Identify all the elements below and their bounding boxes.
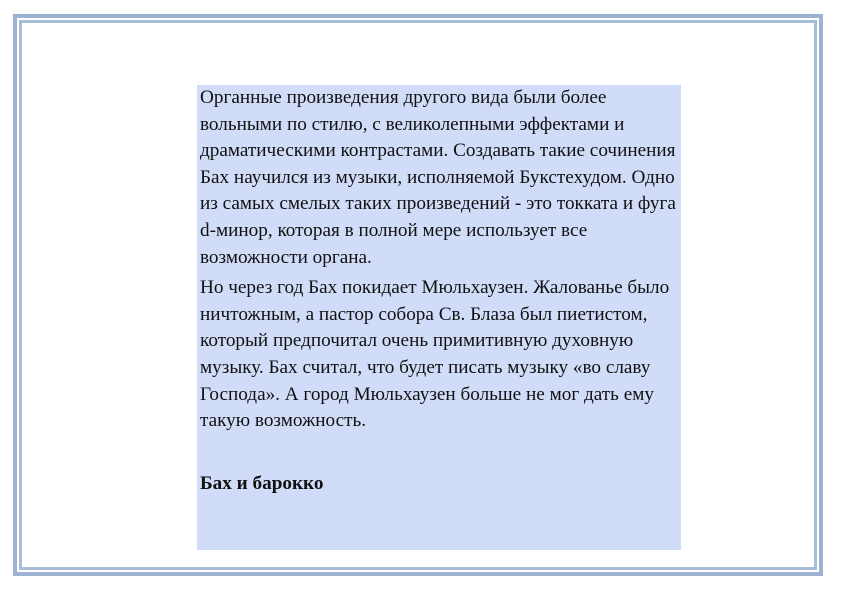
text-box <box>197 85 681 550</box>
paragraph-organ-works: Органные произведения другого вида были более вольными по стилю, с великолепными эффектами и драматическими контрастами. Создавать такие сочинения Бах научился из музыки, исполняемой Букстехудом. Одно из самых смелых таких произведений - это токката и фуга d-минор, которая в полной мере использует все возможности органа. <box>200 87 676 268</box>
spacer <box>200 435 677 471</box>
section-heading: Бах и барокко <box>200 472 324 494</box>
paragraph-leaving-muhlhausen: Но через год Бах покидает Мюльхаузен. Жалованье было ничтожным, а пастор собора Св. Блаза был пиетистом, который предпочитал очень примитивную духовную музыку. Бах считал, что будет писать музыку «во славу Господа». А город Мюльхаузен больше не мог дать ему такую возможность. <box>200 277 670 432</box>
